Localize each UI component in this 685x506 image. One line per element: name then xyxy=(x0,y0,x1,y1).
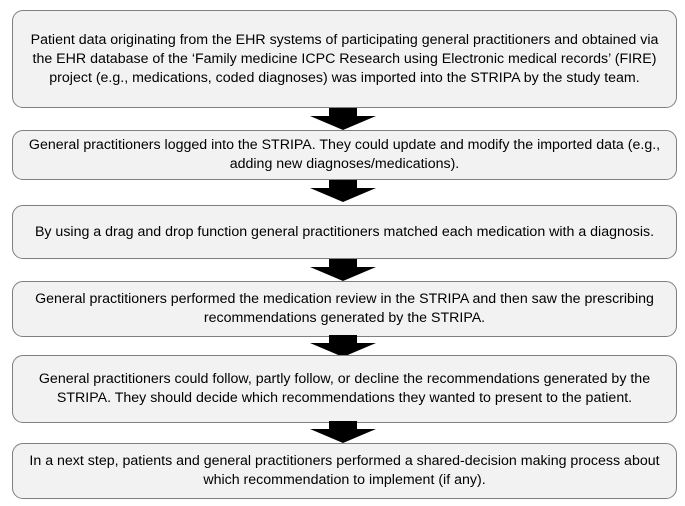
flow-step-3 xyxy=(12,205,677,259)
flow-step-1 xyxy=(12,10,677,108)
flow-step-6-text: In a next step, patients and general practitioners performed a shared-decision making process about which recommendation to implement (if any). xyxy=(29,453,660,488)
flow-step-5-text: General practitioners could follow, partly follow, or decline the recommendations generated by the STRIPA. They should decide which recommendations they wanted to present to the patient. xyxy=(38,371,651,406)
arrow-shape xyxy=(310,180,376,202)
arrow-shape xyxy=(310,259,376,281)
down-arrow-4 xyxy=(310,335,376,357)
down-arrow-3 xyxy=(310,259,376,281)
down-arrow-2 xyxy=(310,180,376,202)
flow-step-4-text: General practitioners performed the medication review in the STRIPA and then saw the prescribing recommendations generated by the STRIPA. xyxy=(35,291,654,326)
down-arrow-5 xyxy=(310,421,376,443)
down-arrow-1 xyxy=(310,108,376,130)
arrow-shape xyxy=(310,421,376,443)
arrow-shape xyxy=(310,335,376,357)
flow-step-2 xyxy=(12,130,677,180)
flow-step-4 xyxy=(12,281,677,337)
flow-step-5 xyxy=(12,355,677,423)
flow-step-1-text: Patient data originating from the EHR systems of participating general practitioners and obtained via the EHR database of the ‘Family medicine ICPC Research using Electronic medical records’ (FIRE) project (e.g., medications, coded diagnoses) was imported into the STRIPA by the study team. xyxy=(30,31,659,86)
flow-step-2-text: General practitioners logged into the STRIPA. They could update and modify the imported data (e.g., adding new diagnoses/medications). xyxy=(28,137,661,172)
flow-step-6 xyxy=(12,443,677,499)
flow-step-3-text: By using a drag and drop function general practitioners matched each medication with a diagnosis. xyxy=(34,223,655,240)
arrow-shape xyxy=(310,108,376,130)
